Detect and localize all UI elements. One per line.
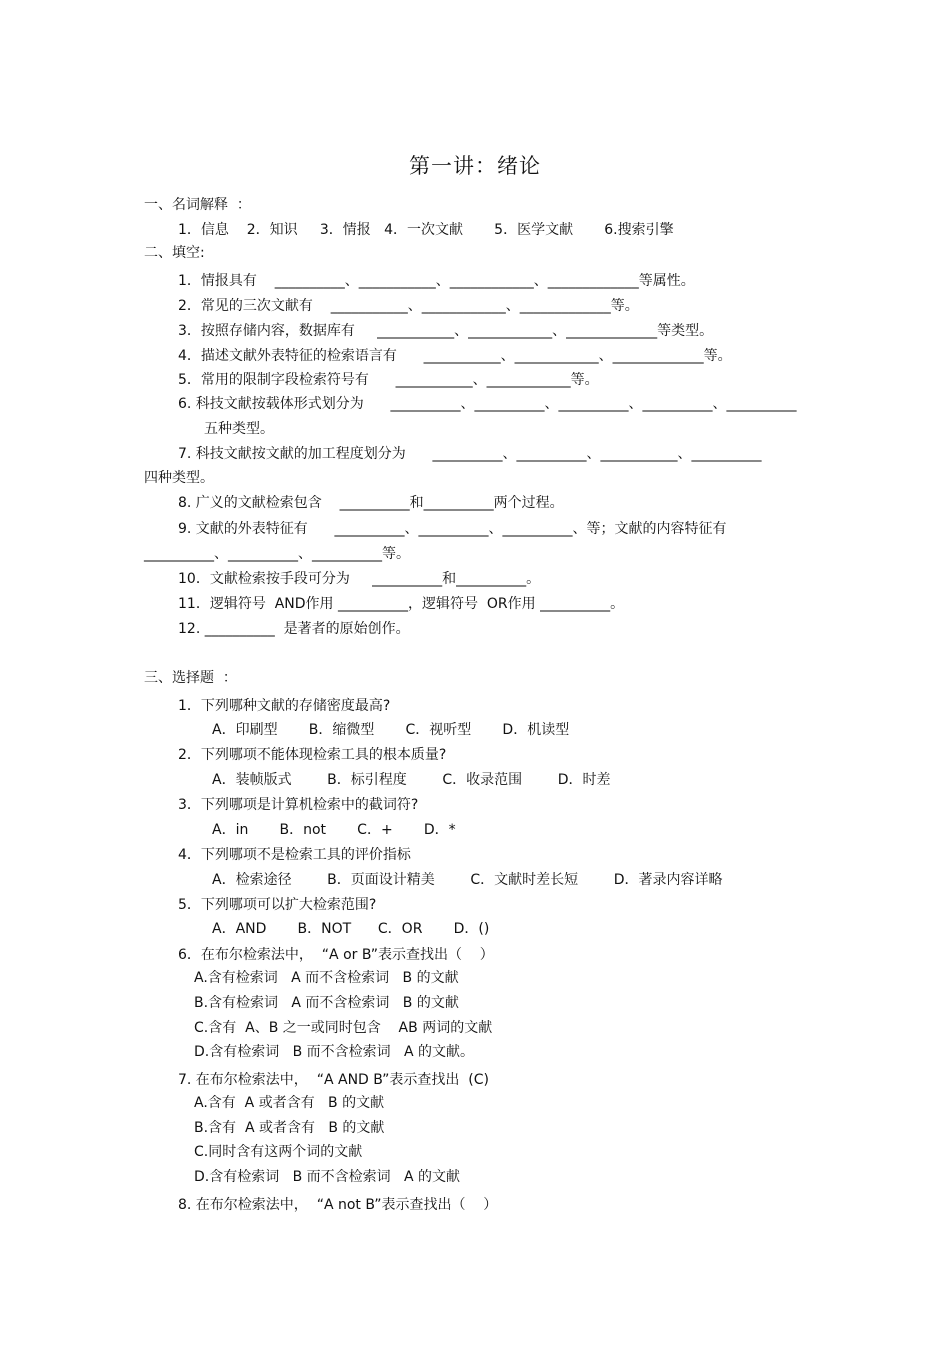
fill-item: 4．描述文献外表特征的检索语言有 ___________、____________、_____________等。 (178, 348, 732, 364)
fill-item: 11．逻辑符号 AND作用 __________，逻辑符号 OR作用 __________。 (178, 596, 625, 612)
choice-option: D.含有检索词 B 而不含检索词 A 的文献 (194, 1169, 461, 1185)
fill-item-continuation: 五种类型。 (204, 421, 274, 437)
choice-option: C.同时含有这两个词的文献 (194, 1144, 363, 1160)
fill-item: 8. 广义的文献检索包含 __________和__________两个过程。 (178, 495, 564, 511)
fill-item: 10．文献检索按手段可分为 __________和__________。 (178, 571, 541, 587)
fill-item: 12. __________ 是著者的原始创作。 (178, 621, 410, 637)
choice-question: 2．下列哪项不能体现检索工具的根本质量? (178, 747, 447, 763)
choice-options: A．装帧版式 B．标引程度 C．收录范围 D．时差 (212, 772, 611, 788)
section-heading-choice: 三、选择题 ： (144, 670, 237, 686)
choice-options: A．印刷型 B．缩微型 C．视听型 D．机读型 (212, 722, 570, 738)
choice-question: 5．下列哪项可以扩大检索范围? (178, 897, 377, 913)
fill-item: 9. 文献的外表特征有 __________、__________、__________、等；文献的内容特征有 (178, 521, 727, 537)
choice-option: C.含有 A、B 之一或同时包含 AB 两词的文献 (194, 1020, 493, 1036)
fill-item-continuation: __________、__________、__________等。 (144, 546, 410, 562)
choice-option: D.含有检索词 B 而不含检索词 A 的文献。 (194, 1044, 475, 1060)
page-title: 第一讲：绪论 (409, 154, 541, 178)
section-heading-terms: 一、名词解释 ： (144, 197, 251, 213)
choice-question: 8. 在布尔检索法中， “A not B”表示查找出（ ） (178, 1197, 498, 1213)
choice-options: A．AND B．NOT C．OR D．() (212, 921, 490, 937)
choice-option: B.含有检索词 A 而不含检索词 B 的文献 (194, 995, 459, 1011)
terms-list: 1．信息 2．知识 3．情报 4．一次文献 5．医学文献 6.搜索引擎 (178, 222, 674, 238)
choice-option: A.含有检索词 A 而不含检索词 B 的文献 (194, 970, 459, 986)
fill-item: 5．常用的限制字段检索符号有 ___________、____________等。 (178, 372, 599, 388)
choice-question: 3．下列哪项是计算机检索中的截词符? (178, 797, 419, 813)
fill-item: 3．按照存储内容，数据库有 ___________、____________、_____________等类型。 (178, 323, 714, 339)
choice-option: A.含有 A 或者含有 B 的文献 (194, 1095, 385, 1111)
fill-item: 6. 科技文献按载体形式划分为 __________、__________、__________、__________、__________ (178, 396, 797, 412)
section-heading-fill: 二、填空: (144, 245, 205, 261)
fill-item: 7. 科技文献按文献的加工程度划分为 __________、__________、___________、__________ (178, 446, 762, 462)
choice-option: B.含有 A 或者含有 B 的文献 (194, 1120, 385, 1136)
choice-question: 6．在布尔检索法中， “A or B”表示查找出（ ） (178, 947, 494, 963)
choice-question: 7. 在布尔检索法中， “A AND B”表示查找出 (C) (178, 1072, 489, 1088)
choice-question: 4．下列哪项不是检索工具的评价指标 (178, 847, 411, 863)
fill-item-continuation: 四种类型。 (144, 470, 214, 486)
choice-options: A．in B．not C．+ D．* (212, 822, 456, 838)
fill-item: 1．情报具有 __________、___________、____________、_____________等属性。 (178, 273, 695, 289)
fill-item: 2．常见的三次文献有 ___________、____________、_____________等。 (178, 298, 639, 314)
choice-question: 1．下列哪种文献的存储密度最高? (178, 698, 391, 714)
choice-options: A．检索途径 B．页面设计精美 C．文献时差长短 D．著录内容详略 (212, 872, 723, 888)
